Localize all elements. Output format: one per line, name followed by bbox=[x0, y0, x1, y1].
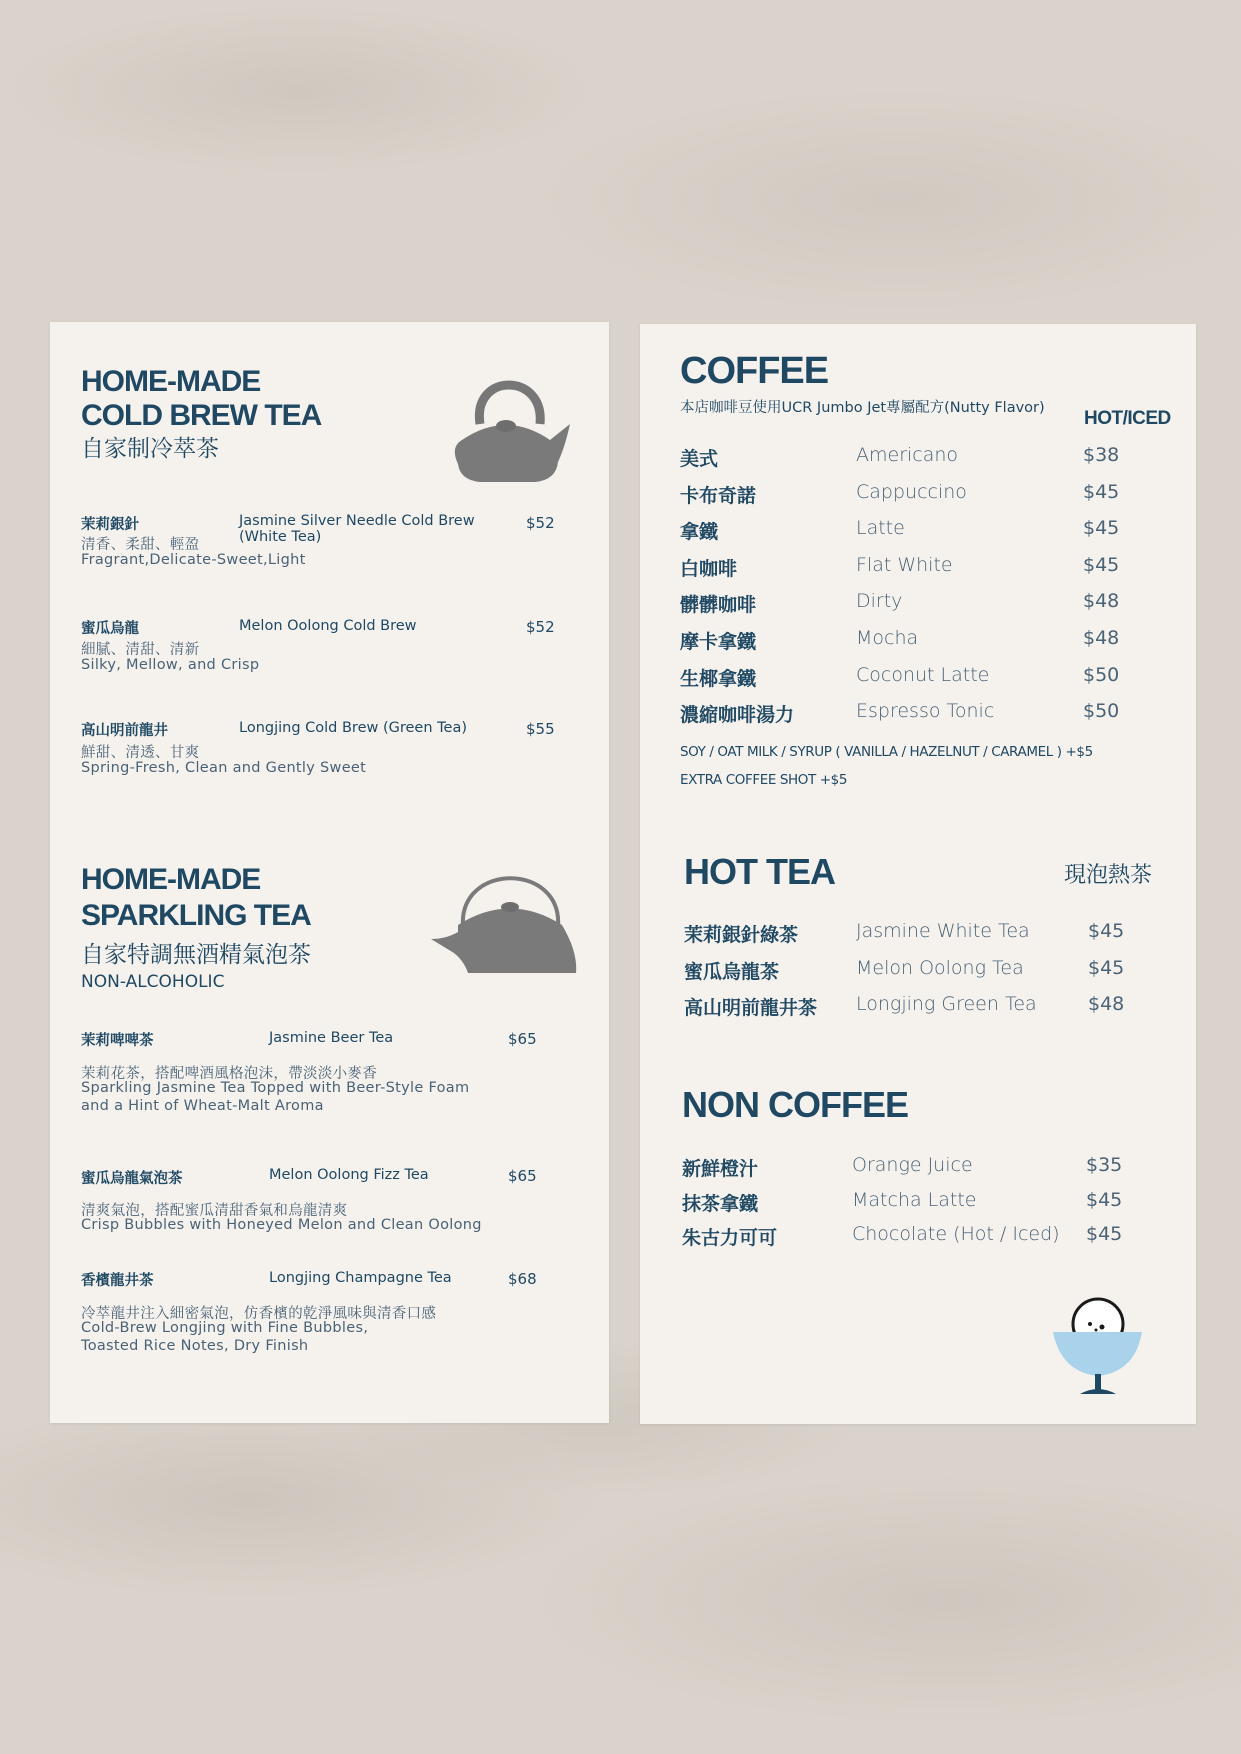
list-item bbox=[684, 916, 1164, 953]
item-desc-zh: 細膩、清甜、清新 bbox=[81, 642, 200, 658]
item-name-zh: 髒髒咖啡 bbox=[680, 594, 757, 617]
item-name-zh: 美式 bbox=[680, 448, 719, 470]
list-item bbox=[680, 440, 1170, 477]
ice-cream-mascot-icon bbox=[1050, 1294, 1145, 1399]
item-name-en: Latte bbox=[856, 517, 905, 540]
sparkling-tea-subtitle-zh: 自家特調無酒精氣泡茶 bbox=[81, 942, 311, 968]
item-name-en: Cappuccino bbox=[856, 480, 967, 503]
item-name-en: Flat White bbox=[856, 553, 953, 576]
list-item bbox=[682, 1185, 1162, 1220]
list-item bbox=[682, 1150, 1162, 1185]
item-desc-zh: 茉莉花茶，搭配啤酒風格泡沫，帶淡淡小麥香 bbox=[81, 1066, 377, 1082]
coffee-addon-shot: EXTRA COFFEE SHOT +$5 bbox=[680, 772, 848, 788]
item-name-zh: 新鮮橙汁 bbox=[682, 1158, 759, 1180]
item-desc-en: Cold-Brew Longjing with Fine Bubbles, bbox=[81, 1320, 369, 1336]
kettle-icon bbox=[428, 857, 578, 977]
coffee-addon-syrup: SOY / OAT MILK / SYRUP ( VANILLA / HAZELNUT / CARAMEL ) +$5 bbox=[680, 744, 1093, 760]
list-item bbox=[680, 696, 1170, 733]
cold-brew-title bbox=[81, 365, 321, 433]
item-price: $52 bbox=[526, 514, 555, 532]
item-price: $45 bbox=[1088, 920, 1125, 942]
coffee-tea-menu-card bbox=[640, 324, 1196, 1424]
item-name-zh: 抹茶拿鐵 bbox=[682, 1192, 759, 1215]
item-name-zh: 茉莉啤啤茶 bbox=[81, 1033, 154, 1049]
item-name-en: Mocha bbox=[856, 626, 919, 649]
hot-tea-title-zh: 現泡熱茶 bbox=[1064, 863, 1153, 888]
cold-brew-subtitle-zh: 自家制冷萃茶 bbox=[81, 436, 219, 462]
title-line-2: COLD BREW TEA bbox=[81, 399, 322, 432]
item-price: $48 bbox=[1083, 590, 1120, 613]
list-item bbox=[684, 953, 1164, 990]
item-name-zh: 濃縮咖啡湯力 bbox=[680, 704, 795, 727]
item-desc-en: Spring-Fresh, Clean and Gently Sweet bbox=[81, 760, 367, 776]
item-name-en: Melon Oolong Cold Brew bbox=[239, 618, 417, 634]
non-alcoholic-note: NON-ALCOHOLIC bbox=[81, 972, 225, 992]
list-item bbox=[680, 550, 1170, 587]
item-price: $52 bbox=[526, 618, 555, 636]
non-coffee-list bbox=[682, 1150, 1162, 1254]
list-item bbox=[680, 586, 1170, 623]
item-name-en: Longjing Cold Brew (Green Tea) bbox=[239, 720, 467, 736]
item-name-en: Matcha Latte bbox=[852, 1188, 977, 1211]
item-desc-zh: 冷萃龍井注入細密氣泡，仿香檳的乾淨風味與清香口感 bbox=[81, 1306, 437, 1322]
item-price: $45 bbox=[1086, 1188, 1123, 1211]
item-name-en: Coconut Latte bbox=[856, 663, 990, 686]
item-name-zh: 蜜瓜烏龍 bbox=[81, 621, 139, 637]
item-price: $45 bbox=[1083, 517, 1120, 540]
coffee-subtitle: 本店咖啡豆使用UCR Jumbo Jet專屬配方(Nutty Flavor) bbox=[680, 400, 1045, 416]
item-name-zh: 茉莉銀針 bbox=[81, 517, 139, 533]
item-price: $68 bbox=[508, 1270, 537, 1288]
item-name-en: Longjing Champagne Tea bbox=[269, 1270, 452, 1286]
item-price: $38 bbox=[1083, 444, 1120, 466]
non-coffee-title: NON COFFEE bbox=[682, 1084, 909, 1125]
item-price: $65 bbox=[508, 1030, 537, 1048]
cold-brew-sparkling-menu-card bbox=[50, 322, 609, 1423]
item-name-en-line1: Jasmine Silver Needle Cold Brew bbox=[239, 513, 475, 529]
item-price: $55 bbox=[526, 720, 555, 738]
item-name-zh: 蜜瓜烏龍茶 bbox=[684, 960, 780, 983]
item-name-en: Longjing Green Tea bbox=[856, 993, 1037, 1015]
item-name-en: Melon Oolong Fizz Tea bbox=[269, 1167, 429, 1183]
item-name-zh: 白咖啡 bbox=[680, 557, 738, 580]
item-name-en: Espresso Tonic bbox=[856, 700, 995, 723]
item-price: $48 bbox=[1088, 993, 1125, 1015]
item-desc-zh: 清香、柔甜、輕盈 bbox=[81, 537, 200, 553]
hot-tea-title: HOT TEA bbox=[684, 851, 835, 892]
item-name-en bbox=[239, 513, 475, 545]
item-name-zh: 摩卡拿鐵 bbox=[680, 630, 757, 653]
item-price: $45 bbox=[1083, 553, 1120, 576]
item-desc-en: Toasted Rice Notes, Dry Finish bbox=[81, 1338, 309, 1354]
list-item bbox=[684, 989, 1164, 1026]
item-name-zh: 朱古力可可 bbox=[682, 1227, 778, 1249]
item-price: $45 bbox=[1083, 480, 1120, 503]
list-item bbox=[680, 477, 1170, 514]
item-name-zh: 卡布奇諾 bbox=[680, 484, 757, 507]
item-price: $50 bbox=[1083, 663, 1120, 686]
coffee-list bbox=[680, 440, 1170, 733]
item-desc-en: Crisp Bubbles with Honeyed Melon and Clean Oolong bbox=[81, 1217, 482, 1233]
item-name-en: Orange Juice bbox=[852, 1154, 973, 1176]
item-name-zh: 香檳龍井茶 bbox=[81, 1273, 154, 1289]
list-item bbox=[680, 513, 1170, 550]
list-item bbox=[682, 1219, 1162, 1254]
item-desc-en: Fragrant,Delicate-Sweet,Light bbox=[81, 552, 306, 568]
hot-tea-list bbox=[684, 916, 1164, 1026]
item-desc-en: Silky, Mellow, and Crisp bbox=[81, 657, 260, 673]
hot-iced-header: HOT/ICED bbox=[1084, 408, 1171, 429]
item-name-zh: 蜜瓜烏龍氣泡茶 bbox=[81, 1171, 183, 1187]
item-name-en: Chocolate (Hot / Iced) bbox=[852, 1223, 1060, 1245]
item-price: $50 bbox=[1083, 700, 1120, 723]
item-name-zh: 高山明前龍井茶 bbox=[684, 997, 818, 1019]
item-name-zh: 茉莉銀針綠茶 bbox=[684, 924, 799, 946]
sparkling-tea-title bbox=[81, 862, 311, 934]
item-name-en: Jasmine Beer Tea bbox=[269, 1030, 394, 1046]
item-name-en: Jasmine White Tea bbox=[856, 920, 1030, 942]
item-desc-zh: 清爽氣泡，搭配蜜瓜清甜香氣和烏龍清爽 bbox=[81, 1203, 348, 1219]
item-name-en: Melon Oolong Tea bbox=[856, 956, 1024, 979]
item-name-zh: 拿鐵 bbox=[680, 521, 719, 544]
title-line-2: SPARKLING TEA bbox=[81, 899, 311, 932]
item-desc-en: Sparkling Jasmine Tea Topped with Beer-Style Foam bbox=[81, 1080, 470, 1096]
coffee-title: COFFEE bbox=[680, 350, 829, 392]
item-desc-zh: 鮮甜、清透、甘爽 bbox=[81, 745, 200, 761]
item-desc-en: and a Hint of Wheat-Malt Aroma bbox=[81, 1098, 324, 1114]
item-name-en: Dirty bbox=[856, 590, 903, 613]
item-name-en-line2: (White Tea) bbox=[239, 529, 322, 545]
item-name-en: Americano bbox=[856, 444, 959, 466]
teapot-icon bbox=[440, 362, 575, 487]
item-price: $45 bbox=[1088, 956, 1125, 979]
title-line-1: HOME-MADE bbox=[81, 863, 261, 896]
item-price: $65 bbox=[508, 1167, 537, 1185]
item-price: $45 bbox=[1086, 1223, 1123, 1245]
item-name-zh: 高山明前龍井 bbox=[81, 723, 168, 739]
list-item bbox=[680, 623, 1170, 660]
item-price: $48 bbox=[1083, 626, 1120, 649]
title-line-1: HOME-MADE bbox=[81, 365, 261, 398]
item-name-zh: 生椰拿鐵 bbox=[680, 667, 757, 690]
list-item bbox=[680, 660, 1170, 697]
item-price: $35 bbox=[1086, 1154, 1123, 1176]
